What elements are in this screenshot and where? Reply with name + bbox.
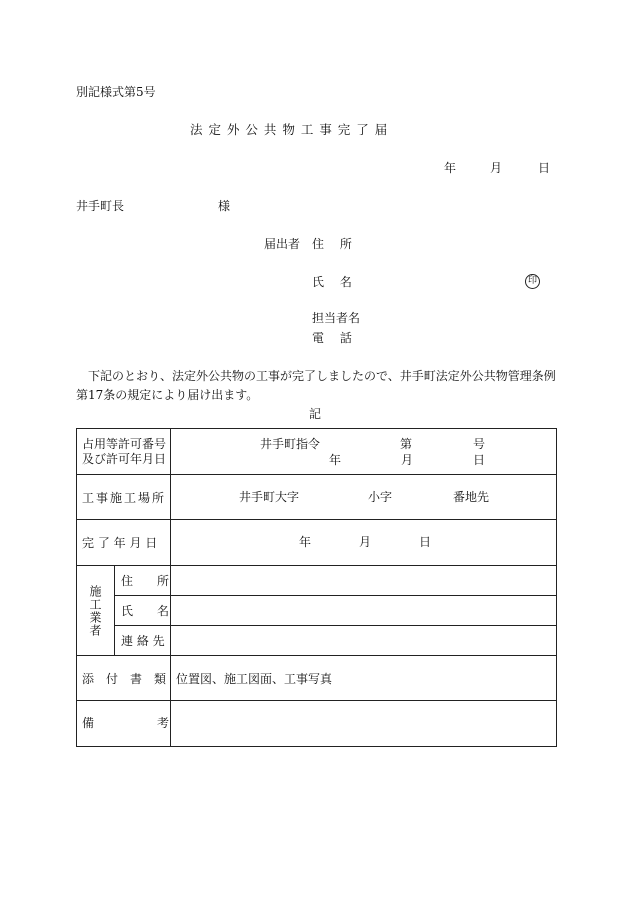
remarks-value-cell[interactable] [171, 701, 557, 747]
form-table [76, 428, 557, 747]
table-row-completion [77, 520, 557, 566]
permit-month: 月 [401, 453, 414, 467]
contractor-contact-label: 連 絡 先 [121, 634, 165, 648]
attachments-value-cell[interactable] [171, 656, 557, 701]
permit-label-line-2: 及び許可年月日 [82, 451, 167, 466]
contact-person-label: 担当者名 [312, 311, 361, 325]
contractor-group-label: 施工業者 [88, 584, 102, 637]
seal-mark [525, 273, 540, 289]
date-month-label: 月 [490, 161, 503, 175]
permit-label-line-1: 占用等許可番号 [82, 436, 167, 451]
contractor-contact-label-cell [115, 626, 171, 656]
table-row-contractor-address [77, 566, 557, 596]
permit-label-cell [77, 429, 171, 475]
attachments-value: 位置図、施工図面、工事写真 [176, 671, 333, 686]
completion-year: 年 [299, 535, 312, 549]
completion-label: 完 了 年 月 日 [82, 536, 158, 550]
addressee-name: 井手町長 [76, 199, 125, 213]
body-text-line-2: 第17条の規定により届け出ます。 [76, 388, 259, 402]
seal-icon: 印 [525, 274, 540, 289]
contractor-name-label-cell [115, 596, 171, 626]
attachments-label-cell [77, 656, 171, 701]
permit-dai: 第 [400, 437, 413, 451]
contractor-address-label: 住 所 [121, 574, 170, 588]
table-row-attachments [77, 656, 557, 701]
location-label: 工事施工場所 [82, 490, 167, 505]
location-oaza: 井手町大字 [239, 490, 300, 504]
contractor-address-label-cell [115, 566, 171, 596]
table-row-contractor-contact [77, 626, 557, 656]
notifier-address-label: 住 所 [312, 237, 352, 251]
location-value-cell[interactable] [171, 475, 557, 520]
date-day-label: 日 [538, 161, 551, 175]
remarks-label-right: 考 [157, 716, 170, 730]
completion-day: 日 [419, 535, 432, 549]
ki-heading: 記 [309, 407, 322, 421]
permit-day: 日 [473, 453, 486, 467]
document-title: 法 定 外 公 共 物 工 事 完 了 届 [190, 122, 389, 137]
table-row-location [77, 475, 557, 520]
date-year-label: 年 [444, 161, 457, 175]
permit-go: 号 [473, 437, 486, 451]
location-label-cell [77, 475, 171, 520]
attachments-label: 添 付 書 類 [82, 671, 167, 686]
contractor-contact-value[interactable] [171, 626, 557, 656]
completion-value-cell[interactable] [171, 520, 557, 566]
location-koaza: 小字 [368, 490, 393, 504]
contractor-address-value[interactable] [171, 566, 557, 596]
contractor-name-label: 氏 名 [121, 604, 170, 618]
remarks-label-left: 備 [82, 716, 95, 730]
permit-year: 年 [329, 453, 342, 467]
form-number: 別記様式第5号 [76, 85, 156, 99]
addressee-honorific: 様 [218, 199, 231, 213]
contractor-group-cell [77, 566, 115, 656]
notifier-name-label: 氏 名 [312, 275, 352, 289]
body-text-line-1: 下記のとおり、法定外公共物の工事が完了しましたので、井手町法定外公共物管理条例 [88, 369, 556, 383]
table-row-remarks [77, 701, 557, 747]
permit-value-cell[interactable] [171, 429, 557, 475]
notifier-label: 届出者 [264, 237, 301, 251]
remarks-label-cell [77, 701, 171, 747]
completion-label-cell [77, 520, 171, 566]
phone-label: 電 話 [312, 331, 352, 345]
permit-designation: 井手町指令 [260, 437, 321, 451]
table-row-permit [77, 429, 557, 475]
completion-month: 月 [359, 535, 372, 549]
table-row-contractor-name [77, 596, 557, 626]
location-banchi: 番地先 [453, 490, 490, 504]
contractor-name-value[interactable] [171, 596, 557, 626]
